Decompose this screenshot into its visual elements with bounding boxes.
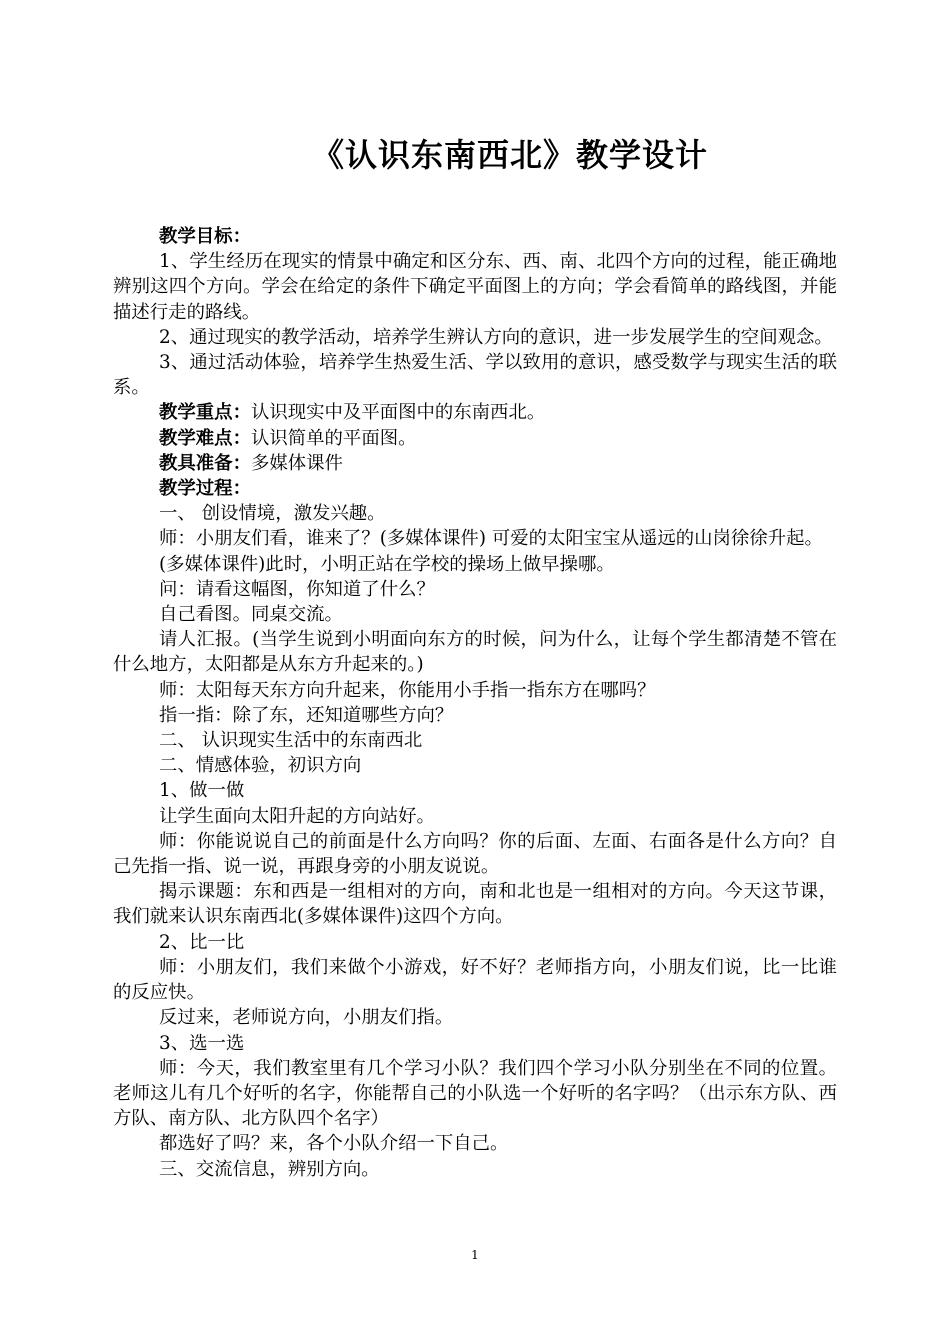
process-line: 3、选一选: [159, 1032, 245, 1054]
process-line: 师：小朋友们看，谁来了？(多媒体课件) 可爱的太阳宝宝从遥远的山岗徐徐升起。: [159, 528, 823, 550]
materials-text: 多媒体课件: [250, 452, 343, 474]
materials-line: [113, 451, 837, 476]
goals-heading: 教学目标：: [159, 226, 251, 247]
process-line: (多媒体课件)此时，小明正站在学校的操场上做早操哪。: [159, 553, 615, 575]
process-line: 让学生面向太阳升起的方向站好。: [159, 805, 435, 827]
process-line: 指一指：除了东，还知道哪些方向？: [159, 704, 454, 726]
process-line: 师：太阳每天东方向升起来，你能用小手指一指东方在哪吗？: [159, 679, 656, 701]
focus-line: [113, 400, 837, 425]
process-line: 一、 创设情境，激发兴趣。: [159, 503, 386, 525]
difficulty-line: [113, 426, 837, 451]
process-line: 反过来，老师说方向，小朋友们指。: [159, 1007, 454, 1029]
goal-3: 3、通过活动体验，培养学生热爱生活、学以致用的意识，感受数学与现实生活的联系。: [113, 352, 837, 399]
difficulty-text: 认识简单的平面图。: [250, 427, 417, 449]
process-line: 问：请看这幅图，你知道了什么？: [159, 578, 435, 600]
process-line: 二、情感体验，初识方向: [159, 755, 362, 777]
document-title: 《认识东南西北》教学设计: [311, 136, 708, 174]
focus-label: 教学重点：: [159, 402, 251, 424]
process-line: 2、比一比: [159, 931, 245, 953]
process-line: 都选好了吗？来，各个小队介绍一下自己。: [159, 1133, 509, 1155]
document-body: [113, 224, 837, 1182]
process-line: 师：小朋友们，我们来做个小游戏，好不好？老师指方向，小朋友们说，比一比谁的反应快。: [113, 956, 837, 1004]
process-line: 二、 认识现实生活中的东南西北: [159, 730, 423, 752]
materials-label: 教具准备：: [159, 452, 251, 474]
process-line: 三、交流信息，辨别方向。: [159, 1158, 380, 1180]
process-heading: 教学过程：: [159, 478, 251, 500]
page-number: 1: [471, 1248, 479, 1262]
goal-1: 1、学生经历在现实的情景中确定和区分东、西、南、北四个方向的过程，能正确地辨别这四个方向。学会在给定的条件下确定平面图上的方向；学会看简单的路线图，并能描述行走的路线。: [113, 251, 837, 323]
focus-text: 认识现实中及平面图中的东南西北。: [250, 402, 546, 424]
process-line: 师：你能说说自己的前面是什么方向吗？你的后面、左面、右面各是什么方向？自己先指一指、说一说，再跟身旁的小朋友说说。: [113, 830, 837, 878]
process-line: 1、做一做: [159, 780, 245, 802]
process-line: 师：今天，我们教室里有几个学习小队？我们四个学习小队分别坐在不同的位置。老师这儿有几个好听的名字，你能帮自己的小队选一个好听的名字吗？（出示东方队、西方队、南方队、北方队四个名字）: [113, 1057, 837, 1130]
process-line: 揭示课题：东和西是一组相对的方向，南和北也是一组相对的方向。今天这节课，我们就来认识东南西北(多媒体课件)这四个方向。: [113, 881, 837, 928]
goal-2: 2、通过现实的教学活动，培养学生辨认方向的意识，进一步发展学生的空间观念。: [159, 326, 833, 348]
process-line: 自己看图。同桌交流。: [159, 604, 343, 626]
difficulty-label: 教学难点：: [159, 427, 251, 449]
process-line: 请人汇报。(当学生说到小明面向东方的时候，问为什么，让每个学生都清楚不管在什么地方，太阳都是从东方升起来的。): [113, 629, 837, 676]
